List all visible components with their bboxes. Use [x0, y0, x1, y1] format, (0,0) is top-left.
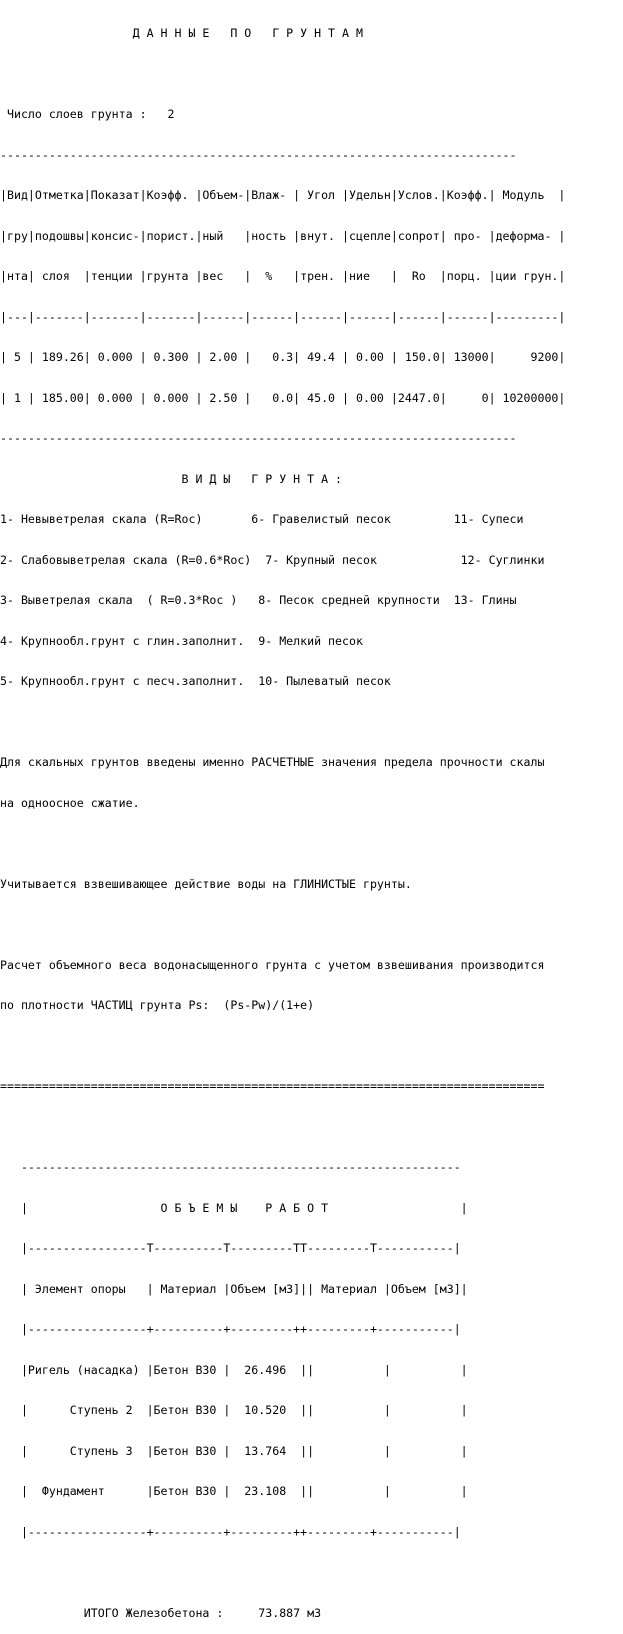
- works-table-row: | Фундамент |Бетон В30 | 23.108 || | |: [0, 1484, 468, 1498]
- total-concrete: ИТОГО Железобетона : 73.887 м3: [0, 1605, 322, 1620]
- note-line: [0, 918, 565, 932]
- layers-count: Число слоев грунта : 2: [0, 107, 175, 121]
- works-table-line: |-----------------+----------+---------++---------+-----------|: [0, 1524, 461, 1539]
- note-line: Учитывается взвешивающее действие воды на ГЛИНИСТЫЕ грунты.: [0, 876, 412, 891]
- soil-table-row: | 5 | 189.26| 0.000 | 0.300 | 2.00 | 0.3| 49.4 | 0.00 | 150.0| 13000| 9200|: [0, 350, 566, 364]
- soil-table-row: | 1 | 185.00| 0.000 | 0.000 | 2.50 | 0.0| 45.0 | 0.00 |2447.0| 0| 10200000|: [0, 390, 566, 405]
- blank-line: [0, 68, 565, 82]
- blank-line: [0, 1566, 565, 1580]
- separator-line: ==============================================================================: [0, 1079, 545, 1093]
- soil-table-border-bottom: --------------------------------------------------------------------------: [0, 431, 517, 445]
- soil-types-title: В И Д Ы Г Р У Н Т А :: [0, 471, 343, 486]
- soil-type-line: 4- Крупнообл.грунт с глин.заполнит. 9- Мелкий песок: [0, 633, 363, 648]
- soil-type-line: 5- Крупнообл.грунт с песч.заполнит. 10- Пылеватый песок: [0, 674, 391, 688]
- works-table-line: |-----------------+----------+---------++---------+-----------|: [0, 1322, 461, 1336]
- soil-type-line: 2- Слабовыветрелая скала (R=0.6*Roc) 7- Крупный песок 12- Суглинки: [0, 552, 545, 567]
- soil-table-header-2: |гру|подошвы|консис-|порист.|ный |ность |внут. |сцепле|сопрот| про- |деформа- |: [0, 228, 566, 243]
- blank-line: [0, 1040, 565, 1054]
- note-line: по плотности ЧАСТИЦ грунта Ps: (Ps-Pw)/(1+e): [0, 998, 315, 1012]
- note-line: Для скальных грунтов введены именно РАСЧЕТНЫЕ значения предела прочности скалы: [0, 755, 545, 769]
- soil-type-line: 1- Невыветрелая скала (R=Roc) 6- Гравелистый песок 11- Супеси: [0, 512, 524, 526]
- works-table-row: | Ступень 2 |Бетон В30 | 10.520 || | |: [0, 1403, 468, 1417]
- works-table-title: | О Б Ъ Е М Ы Р А Б О Т |: [0, 1200, 468, 1215]
- works-table-row: |Ригель (насадка) |Бетон В30 | 26.496 || | |: [0, 1362, 468, 1377]
- works-table-header: | Элемент опоры | Материал |Объем [м3]|| Материал |Объем [м3]|: [0, 1281, 468, 1296]
- works-table-line: ---------------------------------------------------------------: [0, 1160, 461, 1174]
- soil-type-line: 3- Выветрелая скала ( R=0.3*Roc ) 8- Песок средней крупности 13- Глины: [0, 593, 517, 607]
- soil-table-header-1: |Вид|Отметка|Показат|Коэфф. |Объем-|Влаж- | Угол |Удельн|Услов.|Коэфф.| Модуль |: [0, 188, 566, 202]
- report-title: Д А Н Н Ы Е П О Г Р У Н Т А М: [0, 26, 363, 40]
- note-line: [0, 837, 565, 851]
- works-table-row: | Ступень 3 |Бетон В30 | 13.764 || | |: [0, 1443, 468, 1458]
- soil-table-border-mid: |---|-------|-------|-------|------|------|------|------|------|------|---------|: [0, 309, 566, 324]
- works-table-line: |-----------------T----------T---------TT---------T-----------|: [0, 1241, 461, 1255]
- note-line: на одноосное сжатие.: [0, 795, 140, 810]
- note-line: Расчет объемного веса водонасыщенного грунта с учетом взвешивания производится: [0, 957, 545, 972]
- blank-line: [0, 1121, 565, 1135]
- soil-table-header-3: |нта| слоя |тенции |грунта |вес | % |трен. |ние | Ro |порц. |ции грун.|: [0, 269, 566, 283]
- blank-line: [0, 716, 565, 730]
- soil-table-border-top: --------------------------------------------------------------------------: [0, 147, 517, 162]
